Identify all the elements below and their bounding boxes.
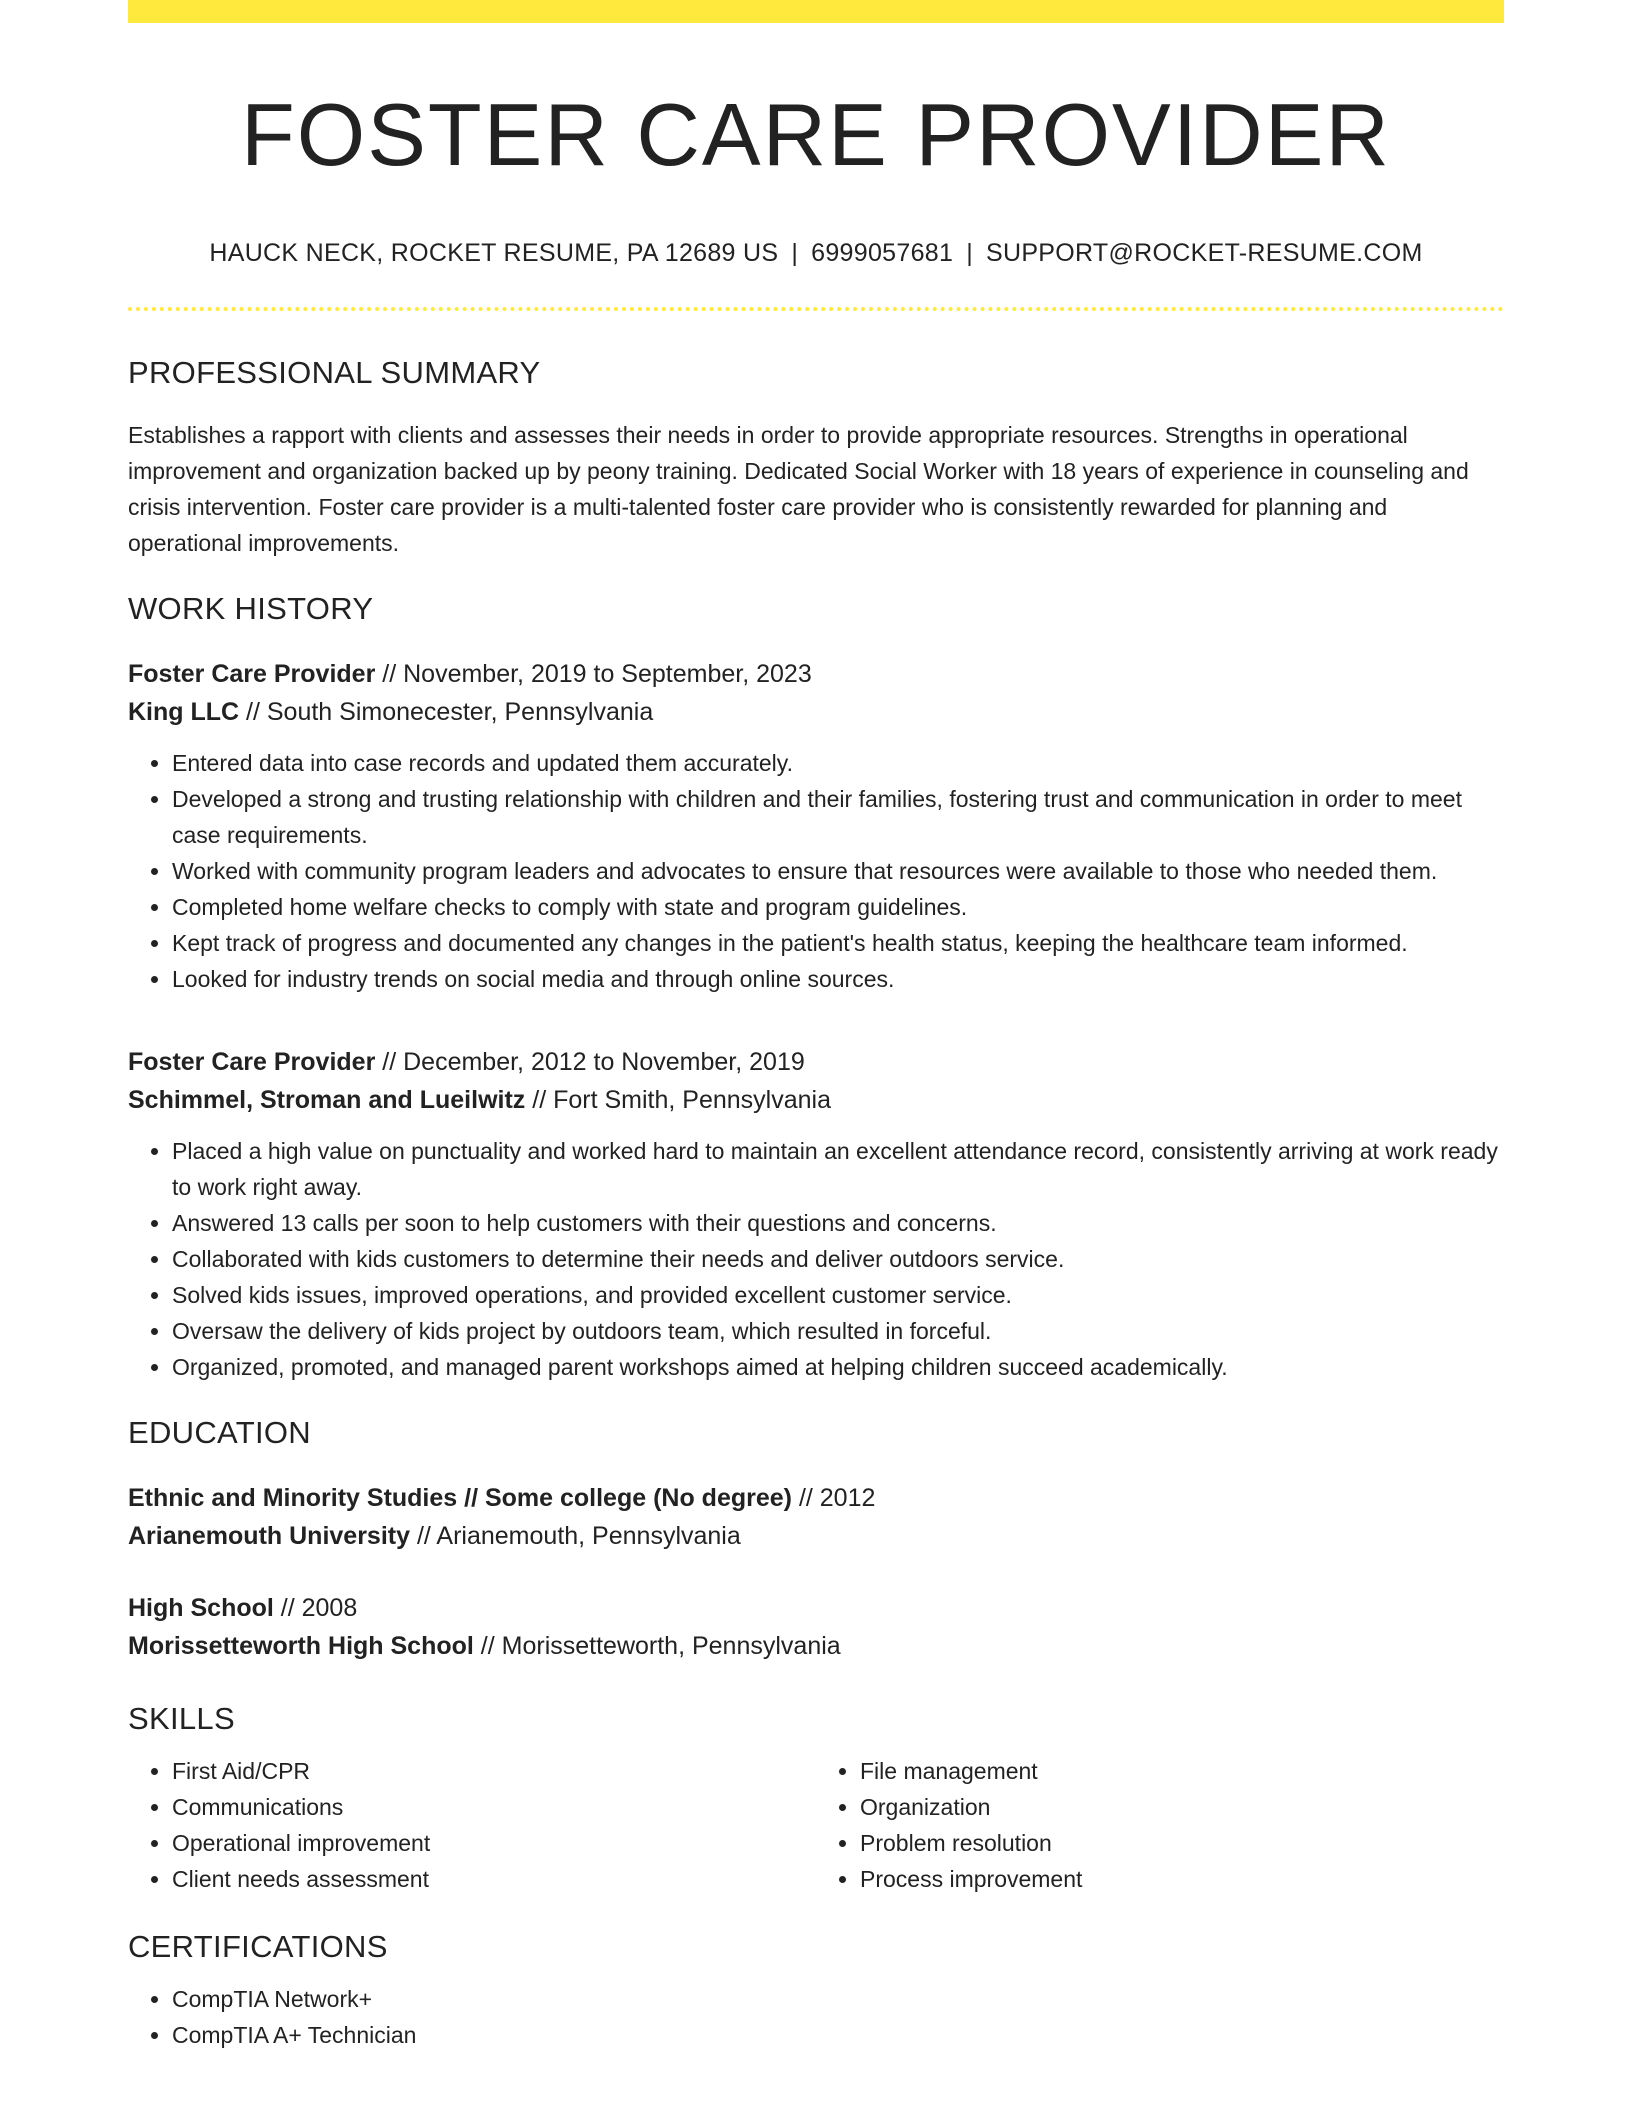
education-location: // Arianemouth, Pennsylvania [410,1522,741,1550]
skills-columns [128,1753,1504,1897]
list-item: • First Aid/CPR [172,1753,816,1789]
resume-page [128,0,1504,2053]
list-item: • Client needs assessment [172,1861,816,1897]
list-item: • Process improvement [860,1861,1504,1897]
job-entry [128,1043,1504,1385]
education-heading: EDUCATION [128,1415,311,1450]
education-school: Arianemouth University [128,1522,411,1550]
list-item: • File management [860,1753,1504,1789]
summary-section [128,353,1504,561]
job-bullets [128,1133,1504,1385]
education-degree: Ethnic and Minority Studies // Some college (No degree) [128,1484,792,1512]
job-title: Foster Care Provider [128,1048,376,1076]
list-item: • Worked with community program leaders and advocates to ensure that resources were available to those who needed them. [172,853,1504,889]
list-item: • Problem resolution [860,1825,1504,1861]
contact-email: SUPPORT@ROCKET-RESUME.COM [985,239,1423,267]
dotted-divider [128,307,1504,311]
contact-line [128,237,1504,269]
contact-address: HAUCK NECK, ROCKET RESUME, PA 12689 US [209,239,779,267]
list-item: • Looked for industry trends on social media and through online sources. [172,961,1504,997]
list-item: • Developed a strong and trusting relationship with children and their families, fostering trust and communication in order to meet case requirements. [172,781,1504,853]
work-history-section [128,589,1504,1385]
education-year: // 2008 [273,1594,358,1622]
skills-list-right [816,1753,1504,1897]
job-title-line [128,655,1504,693]
list-item: • Collaborated with kids customers to determine their needs and deliver outdoors service. [172,1241,1504,1277]
contact-separator: | [966,239,973,267]
job-dates: // December, 2012 to November, 2019 [375,1048,805,1076]
education-location: // Morissetteworth, Pennsylvania [473,1632,841,1660]
page-title: FOSTER CARE PROVIDER [241,85,1391,184]
summary-heading: PROFESSIONAL SUMMARY [128,355,541,390]
contact-separator: | [791,239,799,267]
education-section [128,1413,1504,1665]
education-year: // 2012 [792,1484,876,1512]
education-entry [128,1479,1504,1555]
list-item: • Oversaw the delivery of kids project by outdoors team, which resulted in forceful. [172,1313,1504,1349]
certifications-section [128,1927,1504,2053]
job-title-line [128,1043,1504,1081]
list-item: • Kept track of progress and documented any changes in the patient's health status, keeping the healthcare team informed. [172,925,1504,961]
job-company: Schimmel, Stroman and Lueilwitz [128,1086,526,1114]
education-degree-line [128,1589,1504,1627]
job-company-line [128,1081,1504,1119]
education-school: Morissetteworth High School [128,1632,474,1660]
education-degree: High School [128,1594,274,1622]
contact-phone: 6999057681 [811,239,954,267]
education-school-line [128,1627,1504,1665]
list-item: • Solved kids issues, improved operations, and provided excellent customer service. [172,1277,1504,1313]
certifications-heading: CERTIFICATIONS [128,1929,388,1964]
list-item: • Organization [860,1789,1504,1825]
job-entry [128,655,1504,997]
skills-heading: SKILLS [128,1701,235,1736]
list-item: • Placed a high value on punctuality and worked hard to maintain an excellent attendance record, consistently arriving at work ready to work right away. [172,1133,1504,1205]
job-company: King LLC [128,698,240,726]
education-entry [128,1589,1504,1665]
list-item: • Entered data into case records and updated them accurately. [172,745,1504,781]
job-location: // South Simonecester, Pennsylvania [239,698,654,726]
education-degree-line [128,1479,1504,1517]
list-item: • CompTIA A+ Technician [172,2017,1504,2053]
education-school-line [128,1517,1504,1555]
list-item: • Communications [172,1789,816,1825]
certifications-list [128,1981,1504,2053]
list-item: • Operational improvement [172,1825,816,1861]
list-item: • CompTIA Network+ [172,1981,1504,2017]
skills-section [128,1699,1504,1897]
list-item: • Organized, promoted, and managed parent workshops aimed at helping children succeed academically. [172,1349,1504,1385]
job-dates: // November, 2019 to September, 2023 [375,660,812,688]
list-item: • Completed home welfare checks to comply with state and program guidelines. [172,889,1504,925]
job-location: // Fort Smith, Pennsylvania [525,1086,831,1114]
job-company-line [128,693,1504,731]
job-bullets [128,745,1504,997]
skills-list-left [128,1753,816,1897]
summary-text: Establishes a rapport with clients and assesses their needs in order to provide appropriate resources. Strengths in operational improvement and organization backed up by peony training. Dedicated Social Worker with 18 years of experience in counseling and crisis intervention. Foster care provider is a multi-talented foster care provider who is consistently rewarded for planning and operational improvements. [128,422,1469,556]
work-history-heading: WORK HISTORY [128,591,374,626]
top-accent-bar [128,0,1504,23]
job-title: Foster Care Provider [128,660,376,688]
list-item: • Answered 13 calls per soon to help customers with their questions and concerns. [172,1205,1504,1241]
